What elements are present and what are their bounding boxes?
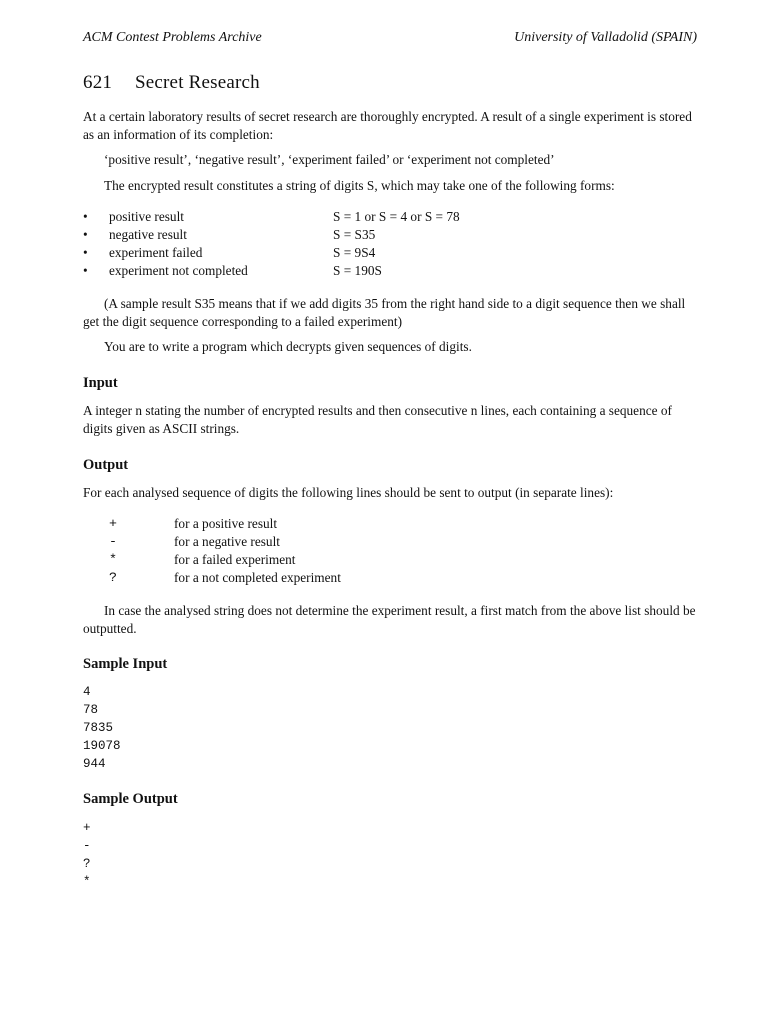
form-expression: S = S35 [333,227,376,242]
form-expression: S = 9S4 [333,245,376,260]
sample-explanation: (A sample result S35 means that if we add digits 35 from the right hand side to a digit sequence then we shall get the digit sequence corresponding to a failed experiment) [83,296,686,329]
code-line: ? [83,857,91,871]
input-heading: Input [83,375,118,391]
code-line: * [83,875,91,889]
problem-name: Secret Research [135,72,260,93]
form-expression: S = 1 or S = 4 or S = 78 [333,209,460,224]
output-note: In case the analysed string does not determine the experiment result, a first match from the above list should be outputted. [83,603,696,636]
output-heading: Output [83,457,129,473]
output-meaning: for a positive result [174,516,278,531]
task-statement: You are to write a program which decrypts given sequences of digits. [104,339,472,354]
code-line: 19078 [83,739,121,753]
sample-output-heading: Sample Output [83,791,178,807]
header-archive-name: ACM Contest Problems Archive [83,30,262,45]
code-line: 4 [83,685,91,699]
bullet-icon: • [83,245,88,260]
header-university: University of Valladolid (SPAIN) [514,30,697,45]
input-description: A integer n stating the number of encrypted results and then consecutive n lines, each containing a sequence of digits given as ASCII strings. [83,403,672,436]
form-description: negative result [109,227,187,242]
code-line: 7835 [83,721,114,735]
code-line: 78 [83,703,99,717]
output-meaning: for a failed experiment [174,552,296,567]
bullet-icon: • [83,227,88,242]
output-symbol: * [109,552,117,567]
problem-number: 621 [83,72,113,93]
result-list-line: ‘positive result’, ‘negative result’, ‘experiment failed’ or ‘experiment not completed’ [104,152,555,167]
form-description: experiment failed [109,245,203,260]
forms-intro: The encrypted result constitutes a string of digits S, which may take one of the following forms: [104,178,615,193]
output-description: For each analysed sequence of digits the following lines should be sent to output (in separate lines): [83,485,614,500]
code-line: - [83,839,91,853]
bullet-icon: • [83,263,88,278]
sample-input-block [83,683,121,773]
output-symbol: - [109,534,117,549]
bullet-icon: • [83,209,88,224]
intro-paragraph: At a certain laboratory results of secret research are thoroughly encrypted. A result of a single experiment is stored as an information of its completion: [83,109,692,142]
sample-input-heading: Sample Input [83,656,168,672]
code-line: 944 [83,757,106,771]
problem-title [83,72,260,94]
form-description: experiment not completed [109,263,248,278]
page-header [83,30,697,50]
sample-output-block [83,819,91,891]
output-meaning: for a not completed experiment [174,570,341,585]
form-description: positive result [109,209,184,224]
output-symbol: + [109,516,117,531]
code-line: + [83,821,91,835]
form-expression: S = 190S [333,263,382,278]
output-symbol: ? [109,570,117,585]
output-meaning: for a negative result [174,534,280,549]
